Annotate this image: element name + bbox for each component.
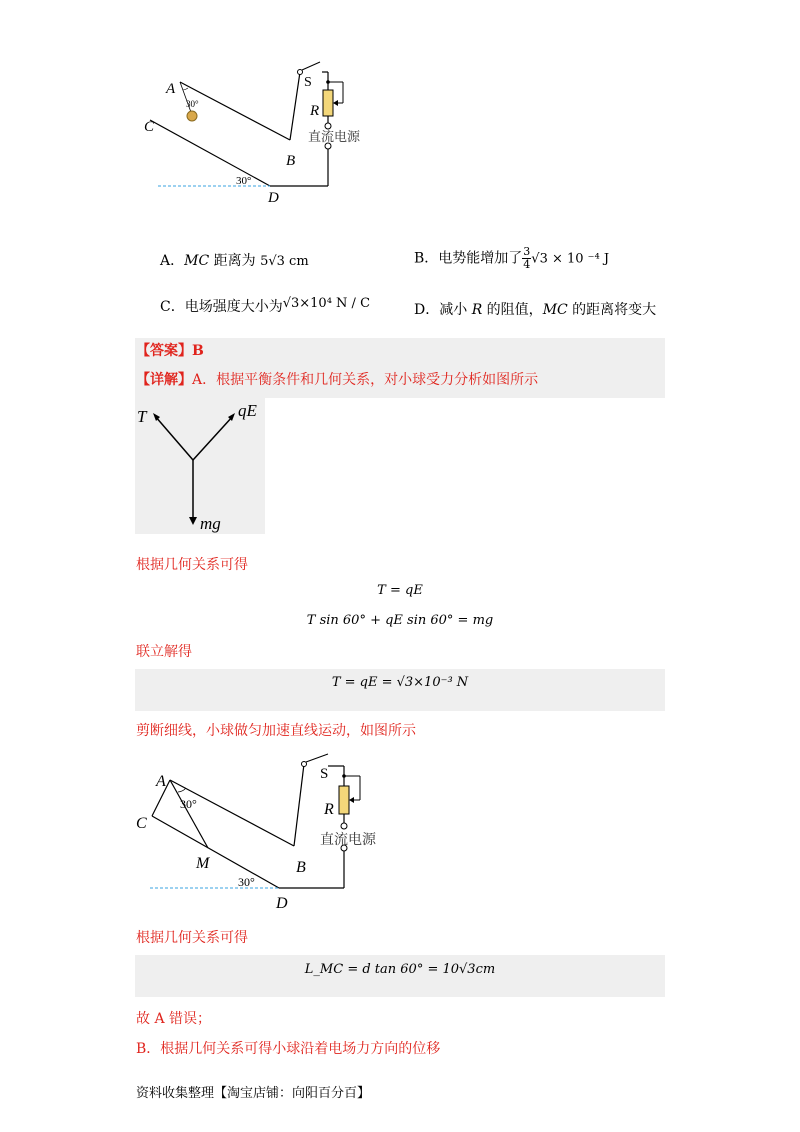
force-diagram xyxy=(135,398,265,534)
plate-ab xyxy=(180,82,290,140)
label-c: C xyxy=(144,119,155,135)
power-supply-label: 直流电源 xyxy=(308,130,361,145)
answer-label: 【答案】B xyxy=(136,343,204,359)
geo-text-2: 根据几何关系可得 xyxy=(136,930,248,946)
label-a: A xyxy=(156,773,166,790)
label-mg: mg xyxy=(200,514,221,533)
label-t: T xyxy=(137,407,147,426)
equation-2: T sin 60° + qE sin 60° = mg xyxy=(306,613,494,628)
part-b-text: B．根据几何关系可得小球沿着电场力方向的位移 xyxy=(136,1041,441,1057)
plate-cd xyxy=(150,120,270,186)
label-c: C xyxy=(136,815,147,832)
wire-b-s xyxy=(290,72,300,140)
terminal-icon xyxy=(325,123,331,129)
fraction: $\frac{3}{4}$ xyxy=(523,245,531,271)
label-a: A xyxy=(166,81,176,97)
option-b[interactable]: B．电势能增加了 $\frac{3}{4}$ √3 × 10 ⁻⁴ J xyxy=(414,245,610,271)
label-b: B xyxy=(296,859,306,876)
angle-bottom-label: 30° xyxy=(236,175,252,187)
power-supply-label: 直流电源 xyxy=(320,832,376,848)
label-s: S xyxy=(304,75,312,90)
wrong-a-text: 故 A 错误； xyxy=(136,1011,212,1027)
question-figure xyxy=(140,60,380,210)
label-qe: qE xyxy=(238,401,257,420)
option-a[interactable]: A．MC 距离为 5√3 cm xyxy=(160,253,309,269)
terminal-icon xyxy=(341,823,347,829)
charged-ball xyxy=(187,111,197,121)
label-r: R xyxy=(324,801,334,818)
label-d: D xyxy=(268,190,279,206)
label-r: R xyxy=(310,103,320,119)
solve-text: 联立解得 xyxy=(136,644,192,660)
equation-1: T = qE xyxy=(377,583,423,598)
rheostat-arrow-icon xyxy=(349,797,354,803)
resistor-r xyxy=(323,90,333,116)
equation-3: T = qE = √3×10⁻³ N xyxy=(331,675,469,690)
angle-bottom-label: 30° xyxy=(238,875,255,889)
label-m: M xyxy=(196,855,210,872)
option-c[interactable]: C．电场强度大小为√3×10⁴ N / C xyxy=(160,296,371,315)
label-s: S xyxy=(320,766,329,782)
switch-blade xyxy=(302,62,320,70)
equation-4: L_MC = d tan 60° = 10√3cm xyxy=(304,962,496,977)
detail-line: 【详解】A．根据平衡条件和几何关系，对小球受力分析如图所示 xyxy=(136,372,539,388)
switch-contact-icon xyxy=(302,762,307,767)
angle-top-label: 30° xyxy=(186,99,199,109)
footer-text: 资料收集整理【淘宝店铺：向阳百分百】 xyxy=(136,1086,371,1101)
motion-figure xyxy=(134,752,394,914)
cut-text: 剪断细线，小球做匀加速直线运动，如图所示 xyxy=(136,723,416,739)
switch-contact-icon xyxy=(298,70,303,75)
geo-text-1: 根据几何关系可得 xyxy=(136,557,248,573)
angle-top-label: 30° xyxy=(180,797,197,811)
answer-block xyxy=(135,338,665,398)
label-b: B xyxy=(286,153,296,169)
resistor-r xyxy=(339,786,349,814)
arrow-mg-icon xyxy=(189,517,197,525)
label-d: D xyxy=(276,895,288,912)
option-d[interactable]: D．减小 R 的阻值，MC 的距离将变大 xyxy=(414,302,657,318)
rheostat-arrow-icon xyxy=(333,100,338,106)
